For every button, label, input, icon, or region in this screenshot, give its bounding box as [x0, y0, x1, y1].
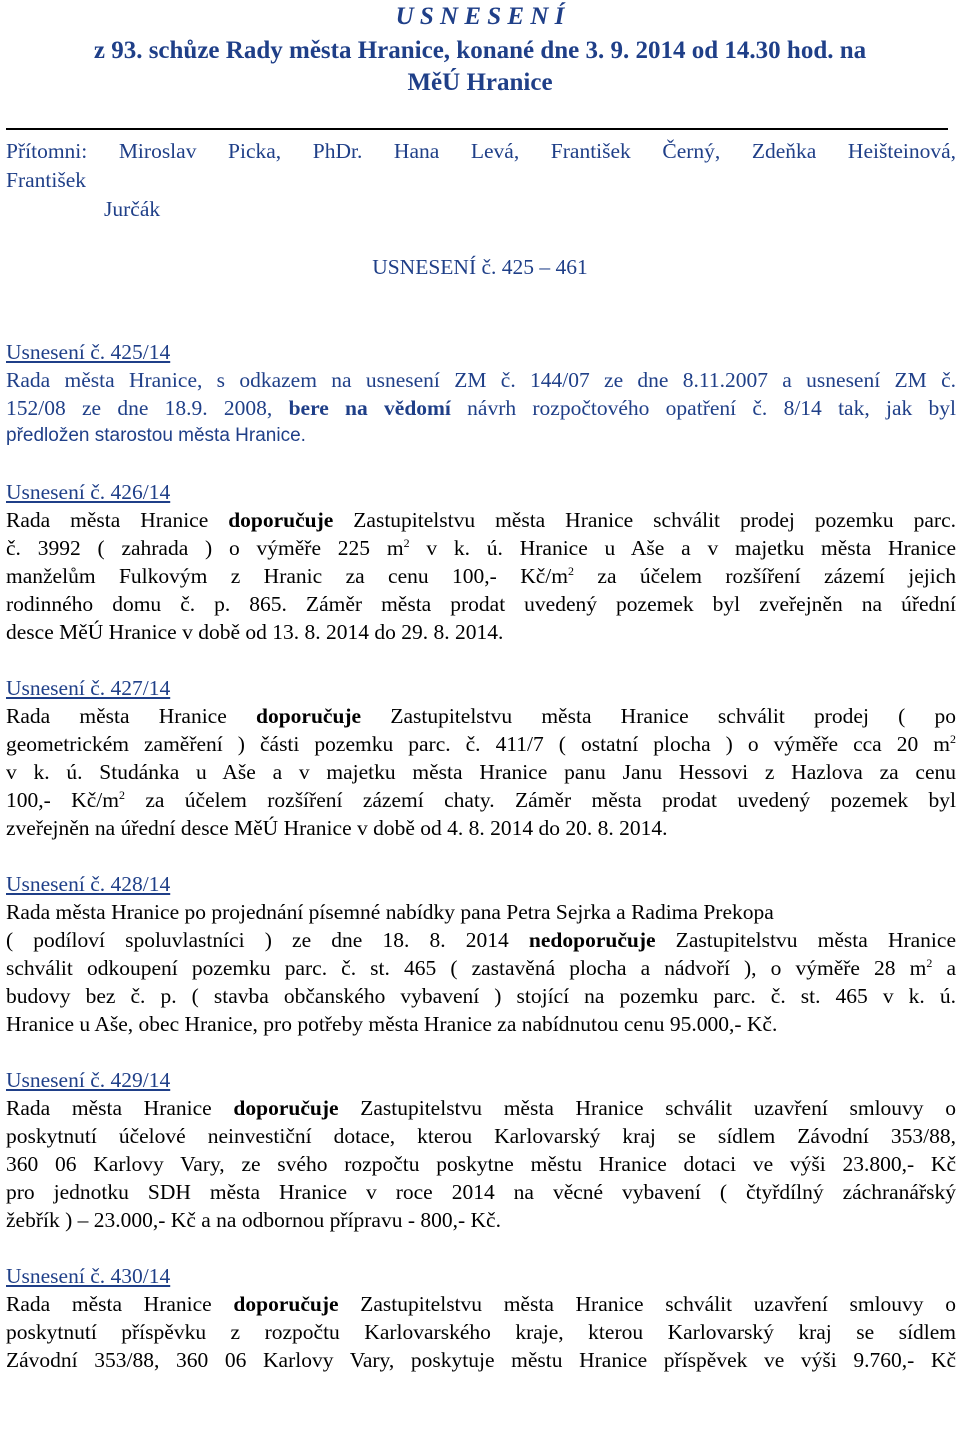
attendance-line-3: Jurčák: [104, 197, 161, 221]
attendance-line-1: Přítomni: Miroslav Picka, PhDr. Hana Levá, František Černý, Zdeňka Heišteinová,: [6, 139, 956, 163]
resolution-text: předložen starostou města Hranice.: [6, 425, 306, 446]
resolution-text: poskytnutí příspěvku z rozpočtu Karlovarského kraje, kterou Karlovarský kraj se sídlem: [6, 1320, 956, 1344]
attendance-line-2: František: [6, 168, 87, 192]
resolution-text: č. 3992 ( zahrada ) o výměře 225 $m^2$ v k. ú. Hranice u Aše a v majetku města Hranice: [6, 535, 956, 560]
resolution-heading: Usnesení č. 428/14: [6, 872, 171, 896]
resolution-text: zveřejněn na úřední desce MěÚ Hranice v době od 4. 8. 2014 do 20. 8. 2014.: [6, 816, 668, 840]
resolution-heading: Usnesení č. 429/14: [6, 1068, 171, 1092]
resolution-text: rodinného domu č. p. 865. Záměr města prodat uvedený pozemek byl zveřejněn na úřední: [6, 592, 956, 616]
resolution-text: poskytnutí účelové neinvestiční dotace, kterou Karlovarský kraj se sídlem Závodní 353/88,: [6, 1124, 956, 1148]
resolution-text: Hranice u Aše, obec Hranice, pro potřeby města Hranice za nabídnutou cenu 95.000,- Kč.: [6, 1012, 778, 1036]
resolution-text: Rada města Hranice, s odkazem na usnesení ZM č. 144/07 ze dne 8.11.2007 a usnesení ZM č.: [6, 368, 956, 392]
resolution-text: 100,- $Kč/m^2$ za účelem rozšíření zázemí chaty. Záměr města prodat uvedený pozemek byl: [6, 787, 956, 812]
resolution-text: desce MěÚ Hranice v době od 13. 8. 2014 do 29. 8. 2014.: [6, 620, 504, 644]
resolution-text: pro jednotku SDH města Hranice v roce 2014 na věcné vybavení ( čtyřdílný záchranářský: [6, 1180, 956, 1204]
resolution-text: budovy bez č. p. ( stavba občanského vybavení ) stojící na pozemku parc. č. st. 465 v k. ú.: [6, 984, 956, 1008]
document-title: U S N E S E N Í: [395, 3, 565, 30]
resolution-text: schválit odkoupení pozemku parc. č. st. 465 ( zastavěná plocha a nádvoří ), o výměře 28 $m^2$ a: [6, 955, 956, 980]
resolution-text: Rada města Hranice po projednání písemné nabídky pana Petra Sejrka a Radima Prekopa: [6, 900, 774, 924]
resolution-heading: Usnesení č. 425/14: [6, 340, 171, 364]
resolution-text: ( podíloví spoluvlastníci ) ze dne 18. 8. 2014 nedoporučuje Zastupitelstvu města Hranice: [6, 928, 956, 952]
meeting-subtitle-location: MěÚ Hranice: [407, 69, 553, 96]
resolution-text: geometrickém zaměření ) části pozemku parc. č. 411/7 ( ostatní plocha ) o výměře cca 20 $m^2$: [6, 731, 956, 756]
resolution-text: žebřík ) – 23.000,- Kč a na odbornou přípravu - 800,- Kč.: [6, 1208, 501, 1232]
header-divider: [6, 128, 948, 130]
resolution-text: 360 06 Karlovy Vary, ze svého rozpočtu poskytne městu Hranice dotaci ve výši 23.800,- Kč: [6, 1152, 956, 1176]
resolution-heading: Usnesení č. 430/14: [6, 1264, 171, 1288]
meeting-subtitle: z 93. schůze Rady města Hranice, konané dne 3. 9. 2014 od 14.30 hod. na: [93, 37, 867, 64]
resolution-text: Rada města Hranice doporučuje Zastupitelstvu města Hranice schválit uzavření smlouvy o: [6, 1096, 956, 1120]
resolution-text: Rada města Hranice doporučuje Zastupitelstvu města Hranice schválit prodej pozemku parc.: [6, 508, 956, 532]
resolution-text: 152/08 ze dne 18.9. 2008, bere na vědomí návrh rozpočtového opatření č. 8/14 tak, jak byl: [6, 396, 956, 420]
resolution-text: v k. ú. Studánka u Aše a v majetku města Hranice panu Janu Hessovi z Hazlova za cenu: [6, 760, 956, 784]
resolution-heading: Usnesení č. 427/14: [6, 676, 171, 700]
resolution-range: USNESENÍ č. 425 – 461: [372, 255, 588, 279]
resolution-heading: Usnesení č. 426/14: [6, 480, 171, 504]
resolution-text: Rada města Hranice doporučuje Zastupitelstvu města Hranice schválit prodej ( po: [6, 704, 956, 728]
resolution-text: Závodní 353/88, 360 06 Karlovy Vary, poskytuje městu Hranice příspěvek ve výši 9.760,- Kč: [6, 1348, 956, 1372]
resolution-text: Rada města Hranice doporučuje Zastupitelstvu města Hranice schválit uzavření smlouvy o: [6, 1292, 956, 1316]
resolution-text: manželům Fulkovým z Hranic za cenu 100,- $Kč/m^2$ za účelem rozšíření zázemí jejich: [6, 563, 956, 588]
